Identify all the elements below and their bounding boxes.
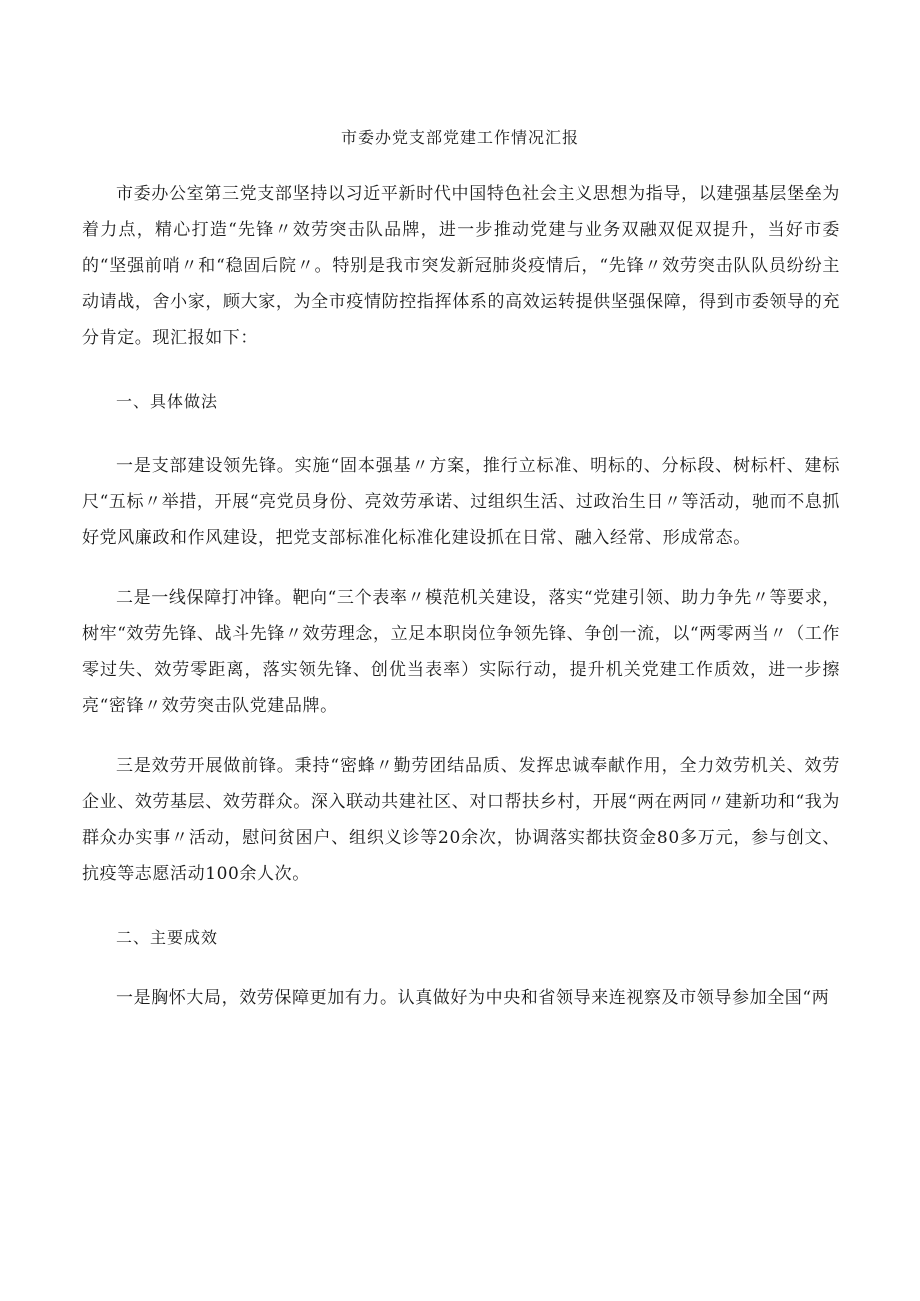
document-body (82, 176, 840, 1016)
section1-paragraph-1: 一是支部建设领先锋。实施“固本强基〃方案，推行立标准、明标的、分标段、树标杆、建标尺“五标〃举措，开展“亮党员身份、亮效劳承诺、过组织生活、过政治生日〃等活动，驰而不息抓好党风廉政和作风建设，把党支部标准化标准化建设抓在日常、融入经常、形成常态。 (82, 456, 840, 548)
section2-paragraph-1: 一是胸怀大局，效劳保障更加有力。认真做好为中央和省领导来连视察及市领导参加全国“两 (116, 988, 830, 1008)
section-heading-1: 一、具体做法 (116, 392, 219, 411)
section1-paragraph-3: 三是效劳开展做前锋。秉持“密蜂〃勤劳团结品质、发挥忠诚奉献作用，全力效劳机关、效劳企业、效劳基层、效劳群众。深入联动共建社区、对口帮扶乡村，开展“两在两同〃建新功和“我为群众办实事〃活动，慰问贫困户、组织义诊等20余次，协调落实都扶资金80多万元，参与创文、抗疫等志愿活动100余人次。 (82, 756, 840, 884)
document-title: 市委办党支部党建工作情况汇报 (340, 128, 579, 147)
section-heading-2: 二、主要成效 (116, 928, 219, 947)
section1-paragraph-2: 二是一线保障打冲锋。靶向“三个表率〃模范机关建设，落实“党建引领、助力争先〃等要求，树牢“效劳先锋、战斗先锋〃效劳理念，立足本职岗位争领先锋、争创一流，以“两零两当〃（工作零过失、效劳零距离，落实领先锋、创优当表率）实际行动，提升机关党建工作质效，进一步擦亮“密锋〃效劳突击队党建品牌。 (82, 588, 840, 716)
intro-paragraph: 市委办公室第三党支部坚持以习近平新时代中国特色社会主义思想为指导，以建强基层堡垒为着力点，精心打造“先锋〃效劳突击队品牌，进一步推动党建与业务双融双促双提升，当好市委的“坚强前哨〃和“稳固后院〃。特别是我市突发新冠肺炎疫情后，“先锋〃效劳突击队队员纷纷主动请战，舍小家，顾大家，为全市疫情防控指挥体系的高效运转提供坚强保障，得到市委领导的充分肯定。现汇报如下： (82, 184, 840, 348)
